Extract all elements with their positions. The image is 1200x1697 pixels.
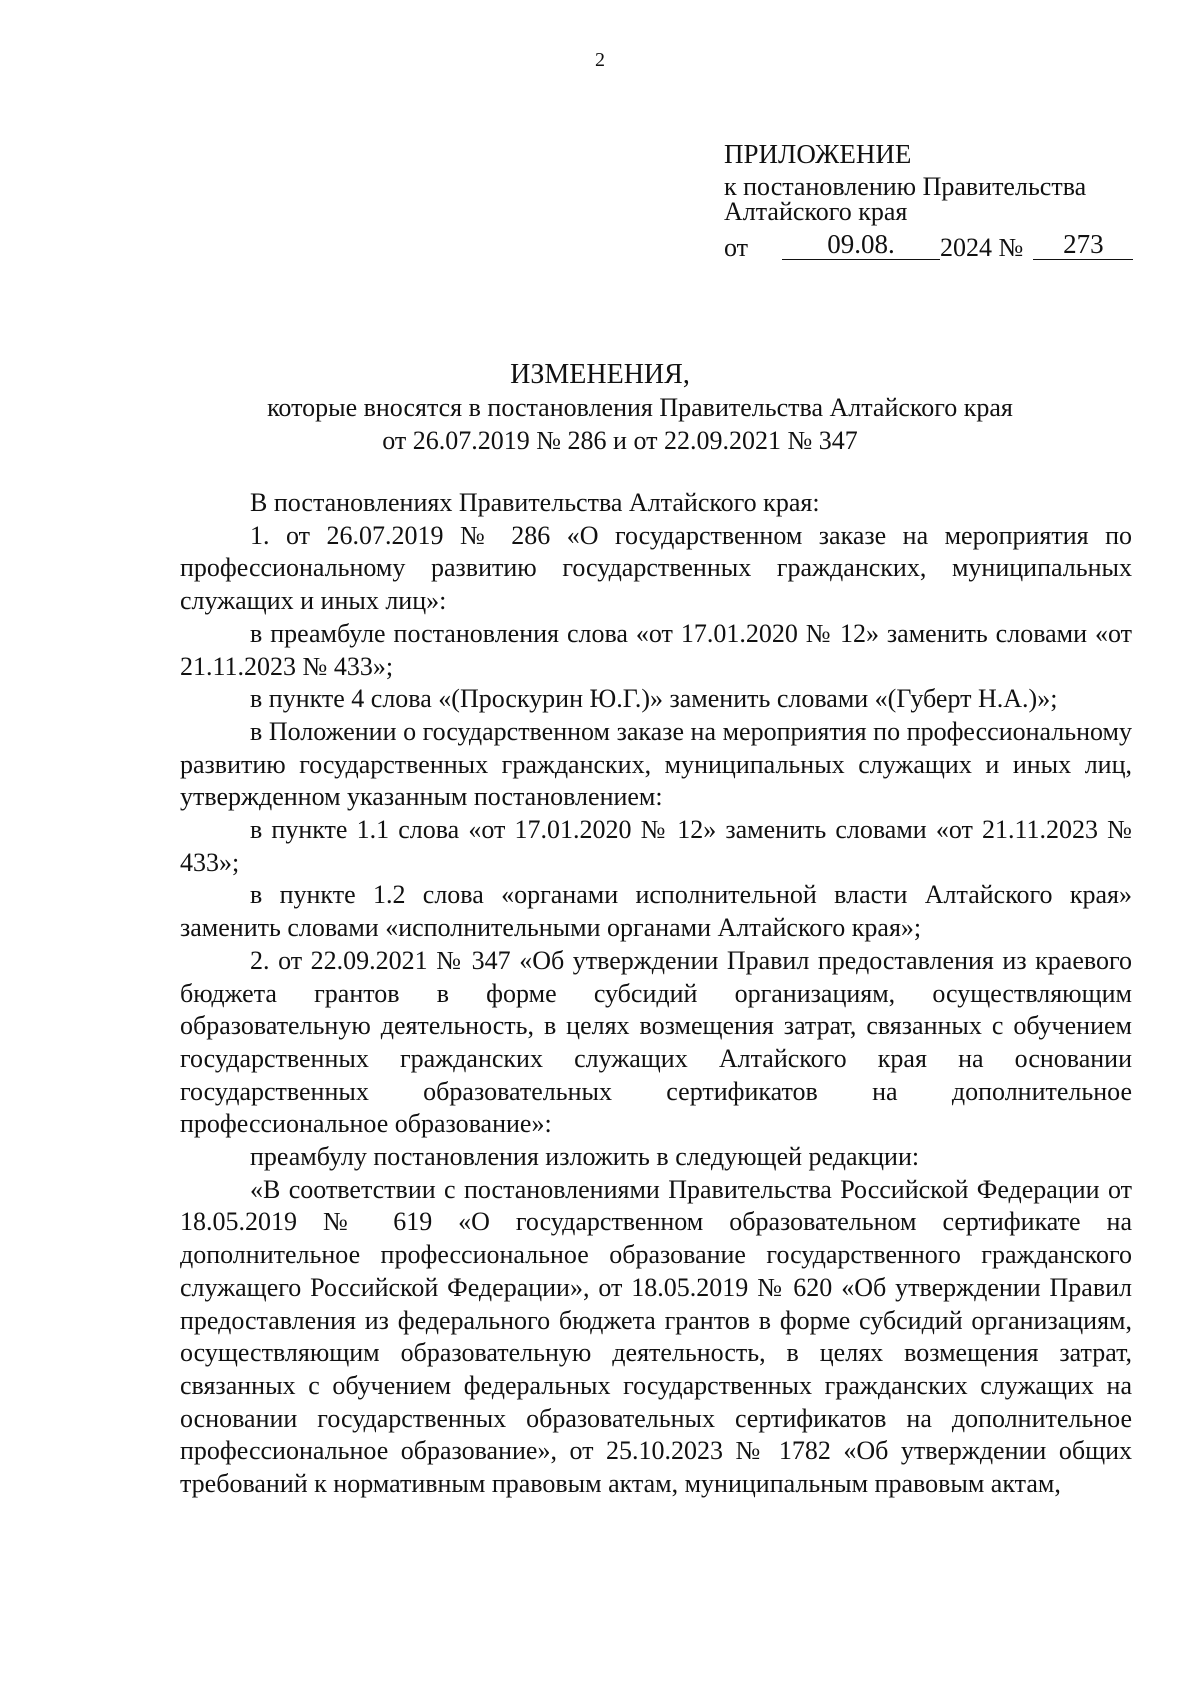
paragraph: преамбулу постановления изложить в следующей редакции: [250,1142,920,1172]
from-label: от [724,233,749,262]
paragraph: В постановлениях Правительства Алтайского края: [250,488,820,517]
paragraph: в пункте 1.1 слова «от 17.01.2020 № 12» заменить словами «от 21.11.2023 № 433»; [180,815,1132,877]
appendix-title: ПРИЛОЖЕНИЕ [724,139,912,169]
paragraph: «В соответствии с постановлениями Правительства Российской Федерации от 18.05.2019 № 619 «О государственном образовательном сертификате на дополнительное профессиональное образование государственного гражданского служащего Российской Федерации», от 18.05.2019 № 620 «Об утверждении Правил предоставления из федерального бюджета грантов в форме субсидий организациям, осуществляющим образовательную деятельность, в целях возмещения затрат, связанных с обучением федеральных государственных гражданских служащих на основании государственных образовательных сертификатов на дополнительное профессиональное образование», от 25.10.2023 № 1782 «Об утверждении общих требований к нормативным правовым актам, муниципальным правовым актам, [180,1174,1132,1499]
appendix-block [724,134,1133,260]
date-field: 09.08. [782,229,940,260]
paragraph: в пункте 1.2 слова «органами исполнительной власти Алтайского края» заменить словами «исполнительными органами Алтайского края»; [180,880,1132,943]
document-title: ИЗМЕНЕНИЯ, [510,359,690,390]
document-body [180,487,1132,1501]
paragraph: 1. от 26.07.2019 № 286 «О государственном заказе на мероприятия по профессиональному развитию государственных гражданских, муниципальных служащих и иных лиц»: [180,520,1132,616]
document-subtitle-1: которые вносятся в постановления Правительства Алтайского края [267,393,1013,422]
appendix-date-line [724,226,1133,260]
document-subtitle-2: от 26.07.2019 № 286 и от 22.09.2021 № 347 [382,426,858,455]
appendix-line-1: к постановлению Правительства [724,172,1087,201]
page-number: 2 [595,49,605,71]
number-field: 273 [1033,229,1133,260]
paragraph: в преамбуле постановления слова «от 17.01.2020 № 12» заменить словами «от 21.11.2023 № 433»; [180,618,1132,681]
appendix-line-2: Алтайского края [724,197,908,226]
paragraph: 2. от 22.09.2021 № 347 «Об утверждении Правил предоставления из краевого бюджета грантов в форме субсидий организациям, осуществляющим образовательную деятельность, в целях возмещения затрат, связанных с обучением государственных гражданских служащих Алтайского края на основании государственных образовательных сертификатов на дополнительное профессиональное образование»: [180,945,1132,1139]
year-label: 2024 № [940,233,1024,262]
paragraph: в пункте 4 слова «(Проскурин Ю.Г.)» заменить словами «(Губерт Н.А.)»; [250,684,1058,714]
paragraph: в Положении о государственном заказе на мероприятия по профессиональному развитию государственных гражданских, муниципальных служащих и иных лиц, утвержденном указанным постановлением: [180,716,1132,812]
